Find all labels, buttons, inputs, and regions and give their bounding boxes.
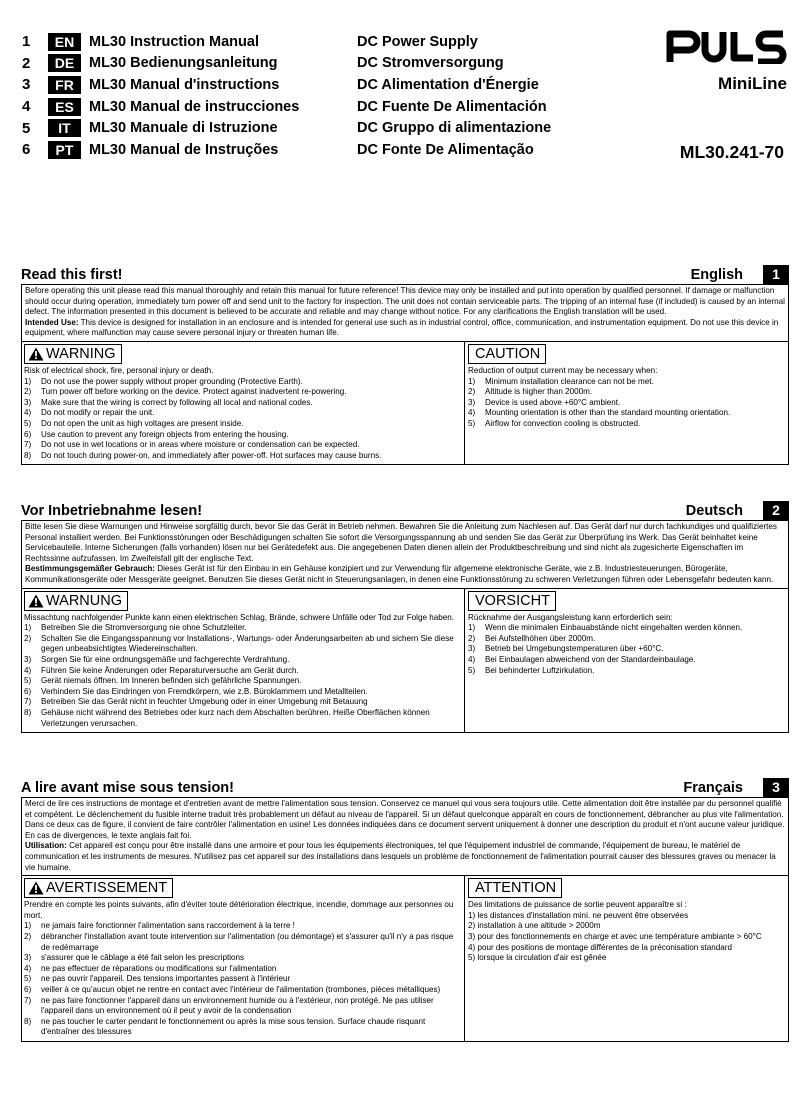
item-text: ne pas faire fonctionner l'appareil dans un environnement humide ou à l'extérieur, non protégé. Ne pas utiliser l'appareil dans un environnement où il peut y avoir de la condensation: [41, 995, 434, 1016]
manual-row: [22, 117, 562, 139]
item-text: s'assurer que le câblage a été fait selon les prescriptions: [41, 953, 245, 963]
warning-item: [24, 398, 462, 409]
item-text: Do not use the power supply without proper grounding (Protective Earth).: [41, 376, 303, 386]
language-code-badge: IT: [48, 119, 81, 137]
item-text: Gerät niemals öffnen. Im Inneren befinden sich gefährliche Spannungen.: [41, 676, 302, 686]
caution-item: [468, 419, 786, 430]
warning-item: [24, 697, 462, 708]
section-language: Français: [683, 780, 743, 796]
intended-use: [25, 841, 785, 873]
section-number-badge: 2: [763, 501, 789, 520]
section-header: [21, 501, 789, 520]
warning-item: [24, 666, 462, 677]
caution-panel: [465, 876, 788, 1041]
item-number: 1): [24, 376, 32, 386]
warning-item: [24, 953, 462, 964]
warning-triangle-icon: [28, 347, 44, 361]
item-number: 3): [24, 397, 32, 407]
item-number: 7): [24, 440, 32, 450]
warning-item: [24, 964, 462, 975]
manual-number: 5: [22, 119, 31, 137]
intended-use-label: Bestimmungsgemäßer Gebrauch:: [25, 564, 155, 574]
manual-title: ML30 Bedienungsanleitung: [89, 55, 278, 72]
item-text: débrancher l'installation avant toute intervention sur l'alimentation (ou démontage) et s'assurer qu'il n'y a pas risque de redémarrage: [41, 931, 454, 952]
item-text: Bei Einbaulagen abweichend von der Standardeinbaulage.: [485, 654, 696, 664]
warning-item: [24, 451, 462, 462]
item-text: Altitude is higher than 2000m.: [485, 387, 593, 397]
item-number: 4): [468, 408, 476, 418]
item-text: Turn power off before working on the device. Protect against inadvertent re-powering.: [41, 387, 347, 397]
item-text: 1) les distances d'installation mini. ne peuvent être observées: [468, 910, 689, 920]
warning-item: [24, 634, 462, 655]
warning-badge: [24, 591, 128, 611]
item-number: 4): [24, 408, 32, 418]
item-number: 5): [468, 418, 476, 428]
intended-use: [25, 318, 785, 339]
warning-panel: [22, 589, 465, 733]
item-text: ne jamais faire fonctionner l'alimentation sans raccordement à la terre !: [41, 921, 295, 931]
caution-item: [468, 387, 786, 398]
item-text: 2) installation à une altitude > 2000m: [468, 921, 601, 931]
section-header: [21, 778, 789, 797]
manual-title: ML30 Manuale di Istruzione: [89, 120, 278, 137]
caution-label: VORSICHT: [475, 592, 550, 609]
item-number: 1): [24, 921, 32, 931]
caution-list: [468, 623, 786, 676]
warning-item: [24, 932, 462, 953]
item-number: 5): [468, 665, 476, 675]
section-header: [21, 265, 789, 284]
manual-title: ML30 Manual de instrucciones: [89, 98, 300, 115]
warning-badge: [24, 878, 173, 898]
caution-item: [468, 398, 786, 409]
caution-item: [468, 943, 786, 954]
intro-text: [22, 285, 788, 342]
caution-panel: [465, 589, 788, 733]
item-text: Verhindern Sie das Eindringen von Fremdkörpern, wie z.B. Büroklammern und Metallteilen.: [41, 686, 368, 696]
item-text: Betreiben Sie die Stromversorgung nie ohne Schutzleiter.: [41, 623, 247, 633]
item-number: 3): [24, 953, 32, 963]
item-number: 7): [24, 697, 32, 707]
item-text: Do not modify or repair the unit.: [41, 408, 155, 418]
caution-item: [468, 623, 786, 634]
item-number: 2): [24, 931, 32, 941]
caution-list: [468, 911, 786, 964]
item-text: Führen Sie keine Änderungen oder Reparaturversuche am Gerät durch.: [41, 665, 299, 675]
manual-subtitle: DC Alimentation d'Énergie: [357, 76, 539, 93]
language-code-badge: FR: [48, 76, 81, 94]
warning-item: [24, 440, 462, 451]
manual-title: ML30 Manual de Instruções: [89, 141, 279, 158]
warning-triangle-icon: [28, 594, 44, 608]
intro-paragraph: Before operating this unit please read this manual thoroughly and retain this manual for future reference! This device may only be installed and put into operation by qualified personnel. If damage or malfunction should occur during operation, immediately turn power off and send unit to the factory for inspection. The unit does not contain serviceable parts. The tripping of an internal fuse (if included) is caused by an internal defect. The information presented in this document is believed to be accurate and reliable and may change without notice. For any clarifications the English translation will be used.: [25, 286, 785, 317]
manual-title: ML30 Manual d'instructions: [89, 76, 280, 93]
warning-intro: Prendre en compte les points suivants, afin d'éviter toute détérioration électrique, incendie, dommage aux personnes ou mort.: [24, 900, 454, 920]
section-box: [21, 520, 789, 733]
warning-label: WARNING: [46, 345, 116, 362]
item-number: 3): [468, 397, 476, 407]
intended-use-label: Utilisation:: [25, 841, 67, 851]
warning-list: [24, 623, 462, 729]
intended-use: [25, 564, 785, 585]
item-number: 6): [24, 984, 32, 994]
warning-list: [24, 377, 462, 462]
item-text: Mounting orientation is other than the standard mounting orientation.: [485, 408, 731, 418]
item-text: Do not touch during power-on, and immediately after power-off. Hot surfaces may cause burns.: [41, 450, 382, 460]
caution-item: [468, 932, 786, 943]
item-text: 4) pour des positions de montage différentes de la préconisation standard: [468, 942, 732, 952]
intended-use-text: This device is designed for installation in an enclosure and is intended for general use such as in industrial control, office, communication, and instrumentation equipment. Do not use this device in equipment, where malfunction may cause severe personal injury or threaten human life.: [25, 317, 779, 338]
language-code-badge: DE: [48, 54, 81, 72]
intro-text: [22, 798, 788, 876]
caution-label: ATTENTION: [475, 880, 557, 897]
item-number: 6): [24, 429, 32, 439]
item-text: Bei Aufstellhöhen über 2000m.: [485, 633, 596, 643]
warning-label: WARNUNG: [46, 592, 122, 609]
warning-item: [24, 623, 462, 634]
item-text: Airflow for convection cooling is obstructed.: [485, 418, 641, 428]
manual-row: [22, 74, 562, 96]
warning-intro: Risk of electrical shock, fire, personal injury or death.: [24, 365, 214, 375]
warning-caution-columns: [22, 589, 788, 733]
item-number: 1): [468, 623, 476, 633]
item-number: 1): [468, 376, 476, 386]
warning-caution-columns: [22, 876, 788, 1041]
caution-intro: Des limitations de puissance de sortie peuvent apparaître si :: [468, 900, 687, 910]
manual-number: 4: [22, 98, 31, 116]
manual-row: [22, 96, 562, 118]
caution-item: [468, 666, 786, 677]
item-number: 7): [24, 995, 32, 1005]
item-number: 4): [24, 963, 32, 973]
manual-subtitle: DC Fuente De Alimentación: [357, 98, 547, 115]
item-number: 4): [24, 665, 32, 675]
manual-number: 6: [22, 141, 31, 159]
warning-panel: [22, 342, 465, 464]
warning-item: [24, 985, 462, 996]
intended-use-label: Intended Use:: [25, 317, 79, 327]
warning-item: [24, 974, 462, 985]
warning-item: [24, 377, 462, 388]
item-text: 5) lorsque la circulation d'air est gênée: [468, 953, 607, 963]
item-text: ne pas effectuer de réparations ou modifications sur l'alimentation: [41, 963, 277, 973]
item-text: Sorgen Sie für eine ordnungsgemäße und fachgerechte Verdrahtung.: [41, 654, 290, 664]
item-number: 5): [24, 974, 32, 984]
item-text: Betrieb bei Umgebungstemperaturen über +60°C.: [485, 644, 664, 654]
caution-item: [468, 921, 786, 932]
section-francais: [21, 778, 789, 1042]
intro-paragraph: Bitte lesen Sie diese Warnungen und Hinweise sorgfältig durch, bevor Sie das Gerät in Betrieb nehmen. Bewahren Sie die Anleitung zum Nachlesen auf. Das Gerät darf nur durch fachkundiges und qualifiziertes Personal installiert werden. Bei Funktionsstörungen oder Beschädigungen schalten Sie sofort die Versorgungsspannung ab und senden Sie das Gerät zur Überprüfung ins Werk. Das Gerät beinhaltet keine Servicebauteile. Interne Sicherungen (falls vorhanden) lösen nur bei Gerätedefekt aus. Die angegebenen Daten dienen allein der Produktbeschreibung und sind nicht als zugesicherte Eigenschaften im Rechtssinne aufzufassen. Im Zweifelsfall gilt der englische Text.: [25, 522, 777, 563]
warning-item: [24, 687, 462, 698]
section-box: [21, 284, 789, 465]
warning-item: [24, 430, 462, 441]
warning-panel: [22, 876, 465, 1041]
language-code-badge: ES: [48, 98, 81, 116]
item-text: Betreiben Sie das Gerät nicht in feuchter Umgebung oder in einer Umgebung mit Betauung: [41, 697, 368, 707]
item-text: ne pas ouvrir l'appareil. Des tensions importantes passent à l'intérieur: [41, 974, 291, 984]
intended-use-text: Cet appareil est conçu pour être installé dans une armoire et pour tous les équipements électroniques, tel que l'équipement industriel de commande, l'équipement de bureau, le matériel de communication et les instruments de mesures. N'utilisez pas cet appareil sur des installations dans lesquels un problème de fonctionnement de l'alimentation pourrait causer des blessures graves ou menacer la vie humaine.: [25, 841, 776, 872]
caution-item: [468, 644, 786, 655]
caution-item: [468, 911, 786, 922]
manual-row: [22, 139, 562, 161]
item-text: Wenn die minimalen Einbauabstände nicht eingehalten werden können.: [485, 623, 743, 633]
caution-item: [468, 634, 786, 645]
manual-row: [22, 53, 562, 75]
manual-subtitle: DC Gruppo di alimentazione: [357, 120, 552, 137]
item-text: Make sure that the wiring is correct by following all local and national codes.: [41, 397, 313, 407]
caution-item: [468, 377, 786, 388]
manual-list: [22, 31, 562, 161]
brand-line: MiniLine: [718, 74, 787, 93]
caution-badge: [468, 591, 556, 611]
manual-number: 2: [22, 54, 31, 72]
section-number-badge: 1: [763, 265, 789, 284]
item-number: 5): [24, 418, 32, 428]
warning-item: [24, 408, 462, 419]
item-text: Bei behinderter Luftzirkulation.: [485, 665, 595, 675]
puls-logo-mark: [665, 28, 787, 64]
section-english: [21, 265, 789, 465]
intro-text: [22, 521, 788, 589]
warning-triangle-icon: [28, 881, 44, 895]
caution-label: CAUTION: [475, 345, 541, 362]
manual-row: [22, 31, 562, 53]
item-text: Do not open the unit as high voltages are present inside.: [41, 418, 244, 428]
warning-item: [24, 676, 462, 687]
section-title: Read this first!: [21, 267, 123, 283]
item-number: 8): [24, 707, 32, 717]
language-code-badge: PT: [48, 141, 81, 159]
item-text: 3) pour des fonctionnements en charge et avec une température ambiante > 60°C: [468, 931, 762, 941]
intro-paragraph: Merci de lire ces instructions de montage et d'entretien avant de mettre l'alimentation sous tension. Conservez ce manuel qui vous sera toujours utile. Cette alimentation doit être installée par du personnel qualifié et compétent. Le déclenchement du fusible interne traduit très probablement un défaut au niveau de l'appareil. Si un défaut quelconque apparaît en cours de fonctionnement, débrancher au plus vite l'alimentation. Dans ce deux cas de figure, il convient de faire contrôler l'alimentation en usine! Les données indiquées dans ce document servent uniquement à donner une description du produit et n'ont aucune valeur juridique. En cas de divergences, le texte anglais fait foi.: [25, 799, 785, 840]
item-number: 1): [24, 623, 32, 633]
caution-list: [468, 377, 786, 430]
caution-panel: [465, 342, 788, 464]
section-language: English: [690, 267, 743, 283]
caution-badge: [468, 344, 546, 364]
item-text: Device is used above +60°C ambient.: [485, 397, 621, 407]
caution-intro: Rücknahme der Ausgangsleistung kann erforderlich sein:: [468, 612, 673, 622]
item-text: Gehäuse nicht während des Betriebes oder kurz nach dem Abschalten berühren. Heiße Oberflächen können Verletzungen verursachen.: [41, 707, 430, 728]
warning-item: [24, 921, 462, 932]
item-number: 2): [468, 633, 476, 643]
item-text: Do not use in wet locations or in areas where moisture or condensation can be expected.: [41, 440, 360, 450]
warning-intro: Missachtung nachfolgender Punkte kann einen elektrischen Schlag, Brände, schwere Unfälle oder Tod zur Folge haben.: [24, 612, 454, 622]
warning-caution-columns: [22, 342, 788, 464]
caution-item: [468, 953, 786, 964]
caution-intro: Reduction of output current may be necessary when:: [468, 365, 658, 375]
warning-list: [24, 921, 462, 1038]
section-deutsch: [21, 501, 789, 733]
item-text: Use caution to prevent any foreign objects from entering the housing.: [41, 429, 289, 439]
item-number: 3): [468, 644, 476, 654]
warning-item: [24, 996, 462, 1017]
manual-title: ML30 Instruction Manual: [89, 33, 259, 50]
model-number: ML30.241-70: [679, 142, 784, 162]
intended-use-text: Dieses Gerät ist für den Einbau in ein Gehäuse konzipiert und zur Verwendung für allgemeine elektronische Geräte, wie z.B. Industriesteuerungen, Bürogeräte, Kommunikationsgeräte oder Messgeräte geeignet. Benutzen Sie dieses Gerät nicht in Steuerungsanlagen, in denen eine Funktionsstörung zu schweren Verletzungen führen oder Lebensgefahr bedeuten kann.: [25, 564, 774, 584]
section-title: A lire avant mise sous tension!: [21, 780, 234, 796]
item-number: 3): [24, 654, 32, 664]
item-number: 8): [24, 1016, 32, 1026]
warning-item: [24, 1017, 462, 1038]
warning-item: [24, 708, 462, 729]
item-number: 2): [468, 387, 476, 397]
manual-subtitle: DC Fonte De Alimentação: [357, 141, 534, 158]
caution-item: [468, 655, 786, 666]
manual-subtitle: DC Stromversorgung: [357, 55, 504, 72]
warning-label: AVERTISSEMENT: [46, 880, 168, 897]
item-number: 6): [24, 686, 32, 696]
manual-subtitle: DC Power Supply: [357, 33, 478, 50]
item-text: Minimum installation clearance can not be met.: [485, 376, 654, 386]
logo: [665, 28, 787, 93]
warning-item: [24, 655, 462, 666]
item-number: 2): [24, 633, 32, 643]
caution-item: [468, 408, 786, 419]
manual-number: 3: [22, 76, 31, 94]
section-title: Vor Inbetriebnahme lesen!: [21, 503, 203, 519]
item-text: veiller à ce qu'aucun objet ne rentre en contact avec l'intérieur de l'alimentation (trombones, pièces métalliques): [41, 984, 441, 994]
item-number: 5): [24, 676, 32, 686]
item-number: 2): [24, 387, 32, 397]
item-number: 8): [24, 450, 32, 460]
section-box: [21, 797, 789, 1042]
warning-item: [24, 419, 462, 430]
warning-badge: [24, 344, 122, 364]
item-text: Schalten Sie die Eingangsspannung vor Installations-, Wartungs- oder Änderungsarbeiten ab und sichern Sie diese gegen unbeabsichtigtes Wiedereinschalten.: [41, 633, 454, 654]
manual-number: 1: [22, 33, 31, 51]
language-code-badge: EN: [48, 33, 81, 51]
section-language: Deutsch: [685, 503, 743, 519]
warning-item: [24, 387, 462, 398]
item-number: 4): [468, 654, 476, 664]
caution-badge: [468, 878, 562, 898]
item-text: ne pas toucher le carter pendant le fonctionnement ou après la mise sous tension. Surface chaude risquant d'entraîner des blessures: [41, 1016, 426, 1037]
section-number-badge: 3: [763, 778, 789, 797]
